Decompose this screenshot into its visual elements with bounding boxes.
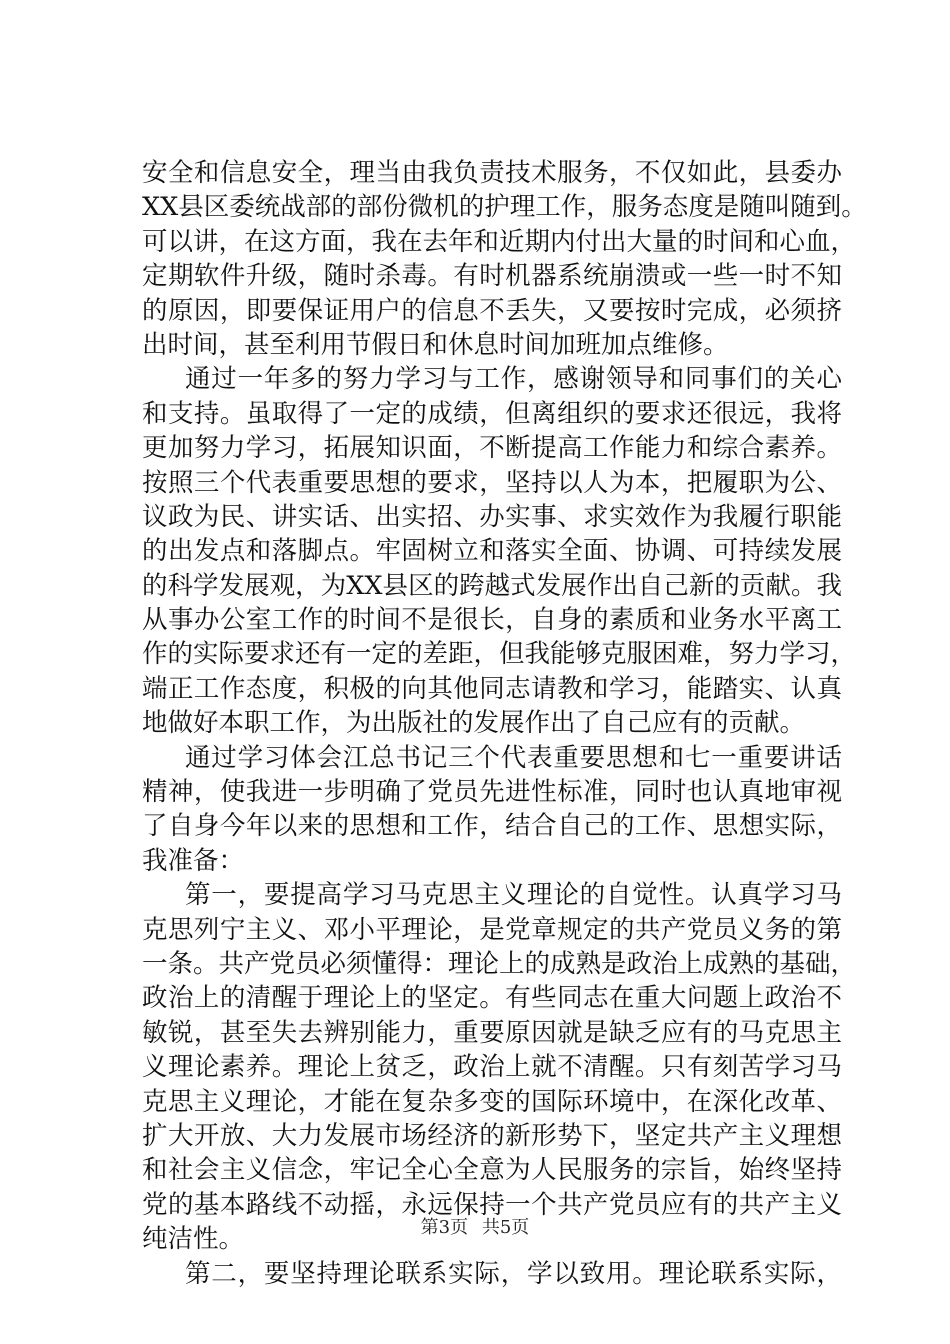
text-line: XX县区委统战部的部份微机的护理工作，服务态度是随叫随到。 [142,192,867,223]
page-number: 第3页 [420,1217,469,1238]
text-line: 端正工作态度，积极的向其他同志请教和学习，能踏实、认真 [142,673,842,704]
page-total: 共5页 [481,1217,530,1238]
text-line: 一条。共产党员必须懂得：理论上的成熟是政治上成熟的基础， [142,948,857,979]
page-footer [0,1216,950,1240]
text-line: 克思主义理论，才能在复杂多变的国际环境中，在深化改革、 [142,1086,842,1117]
text-line: 和支持。虽取得了一定的成绩，但离组织的要求还很远，我将 [142,398,842,429]
text-line: 义理论素养。理论上贫乏，政治上就不清醒。只有刻苦学习马 [142,1052,842,1083]
text-line: 安全和信息安全，理当由我负责技术服务，不仅如此，县委办 [142,158,842,188]
document-body [142,156,867,1291]
text-line: 议政为民、讲实话、出实招、办实事、求实效作为我履行职能 [142,501,842,532]
text-line: 党的基本路线不动摇，永远保持一个共产党员应有的共产主义 [142,1189,842,1220]
text-line: 和社会主义信念，牢记全心全意为人民服务的宗旨，始终坚持 [142,1155,842,1186]
text-line: 的原因，即要保证用户的信息不丢失，又要按时完成，必须挤 [142,295,842,326]
text-line: 通过一年多的努力学习与工作，感谢领导和同事们的关心 [185,364,842,395]
text-line: 我准备： [142,845,245,876]
text-line: 定期软件升级，随时杀毒。有时机器系统崩溃或一些一时不知 [142,261,842,292]
text-line: 可以讲，在这方面，我在去年和近期内付出大量的时间和心血， [142,226,857,257]
text-line: 从事办公室工作的时间不是很长，自身的素质和业务水平离工 [142,605,842,636]
text-line: 了自身今年以来的思想和工作，结合自己的工作、思想实际， [142,811,842,842]
text-line: 第二，要坚持理论联系实际，学以致用。理论联系实际， [185,1258,842,1289]
text-line: 第一，要提高学习马克思主义理论的自觉性。认真学习马 [185,880,842,911]
text-line: 政治上的清醒于理论上的坚定。有些同志在重大问题上政治不 [142,983,842,1014]
text-line: 敏锐，甚至失去辨别能力，重要原因就是缺乏应有的马克思主 [142,1017,842,1048]
text-line: 更加努力学习，拓展知识面，不断提高工作能力和综合素养。 [142,433,842,464]
text-line: 的科学发展观，为XX县区的跨越式发展作出自己新的贡献。我 [142,570,842,601]
text-line: 通过学习体会江总书记三个代表重要思想和七一重要讲话 [185,742,842,773]
text-line: 出时间，甚至利用节假日和休息时间加班加点维修。 [142,329,729,360]
text-line: 扩大开放、大力发展市场经济的新形势下，坚定共产主义理想 [142,1120,842,1151]
text-line: 的出发点和落脚点。牢固树立和落实全面、协调、可持续发展 [142,536,842,567]
text-line: 地做好本职工作，为出版社的发展作出了自己应有的贡献。 [142,708,806,739]
text-line: 纯洁性。 [142,1224,245,1255]
text-line: 按照三个代表重要思想的要求，坚持以人为本，把履职为公、 [142,467,842,498]
text-line: 克思列宁主义、邓小平理论，是党章规定的共产党员义务的第 [142,914,842,945]
text-line: 作的实际要求还有一定的差距，但我能够克服困难，努力学习， [142,639,857,670]
text-line: 精神，使我进一步明确了党员先进性标准，同时也认真地审视 [142,777,842,808]
